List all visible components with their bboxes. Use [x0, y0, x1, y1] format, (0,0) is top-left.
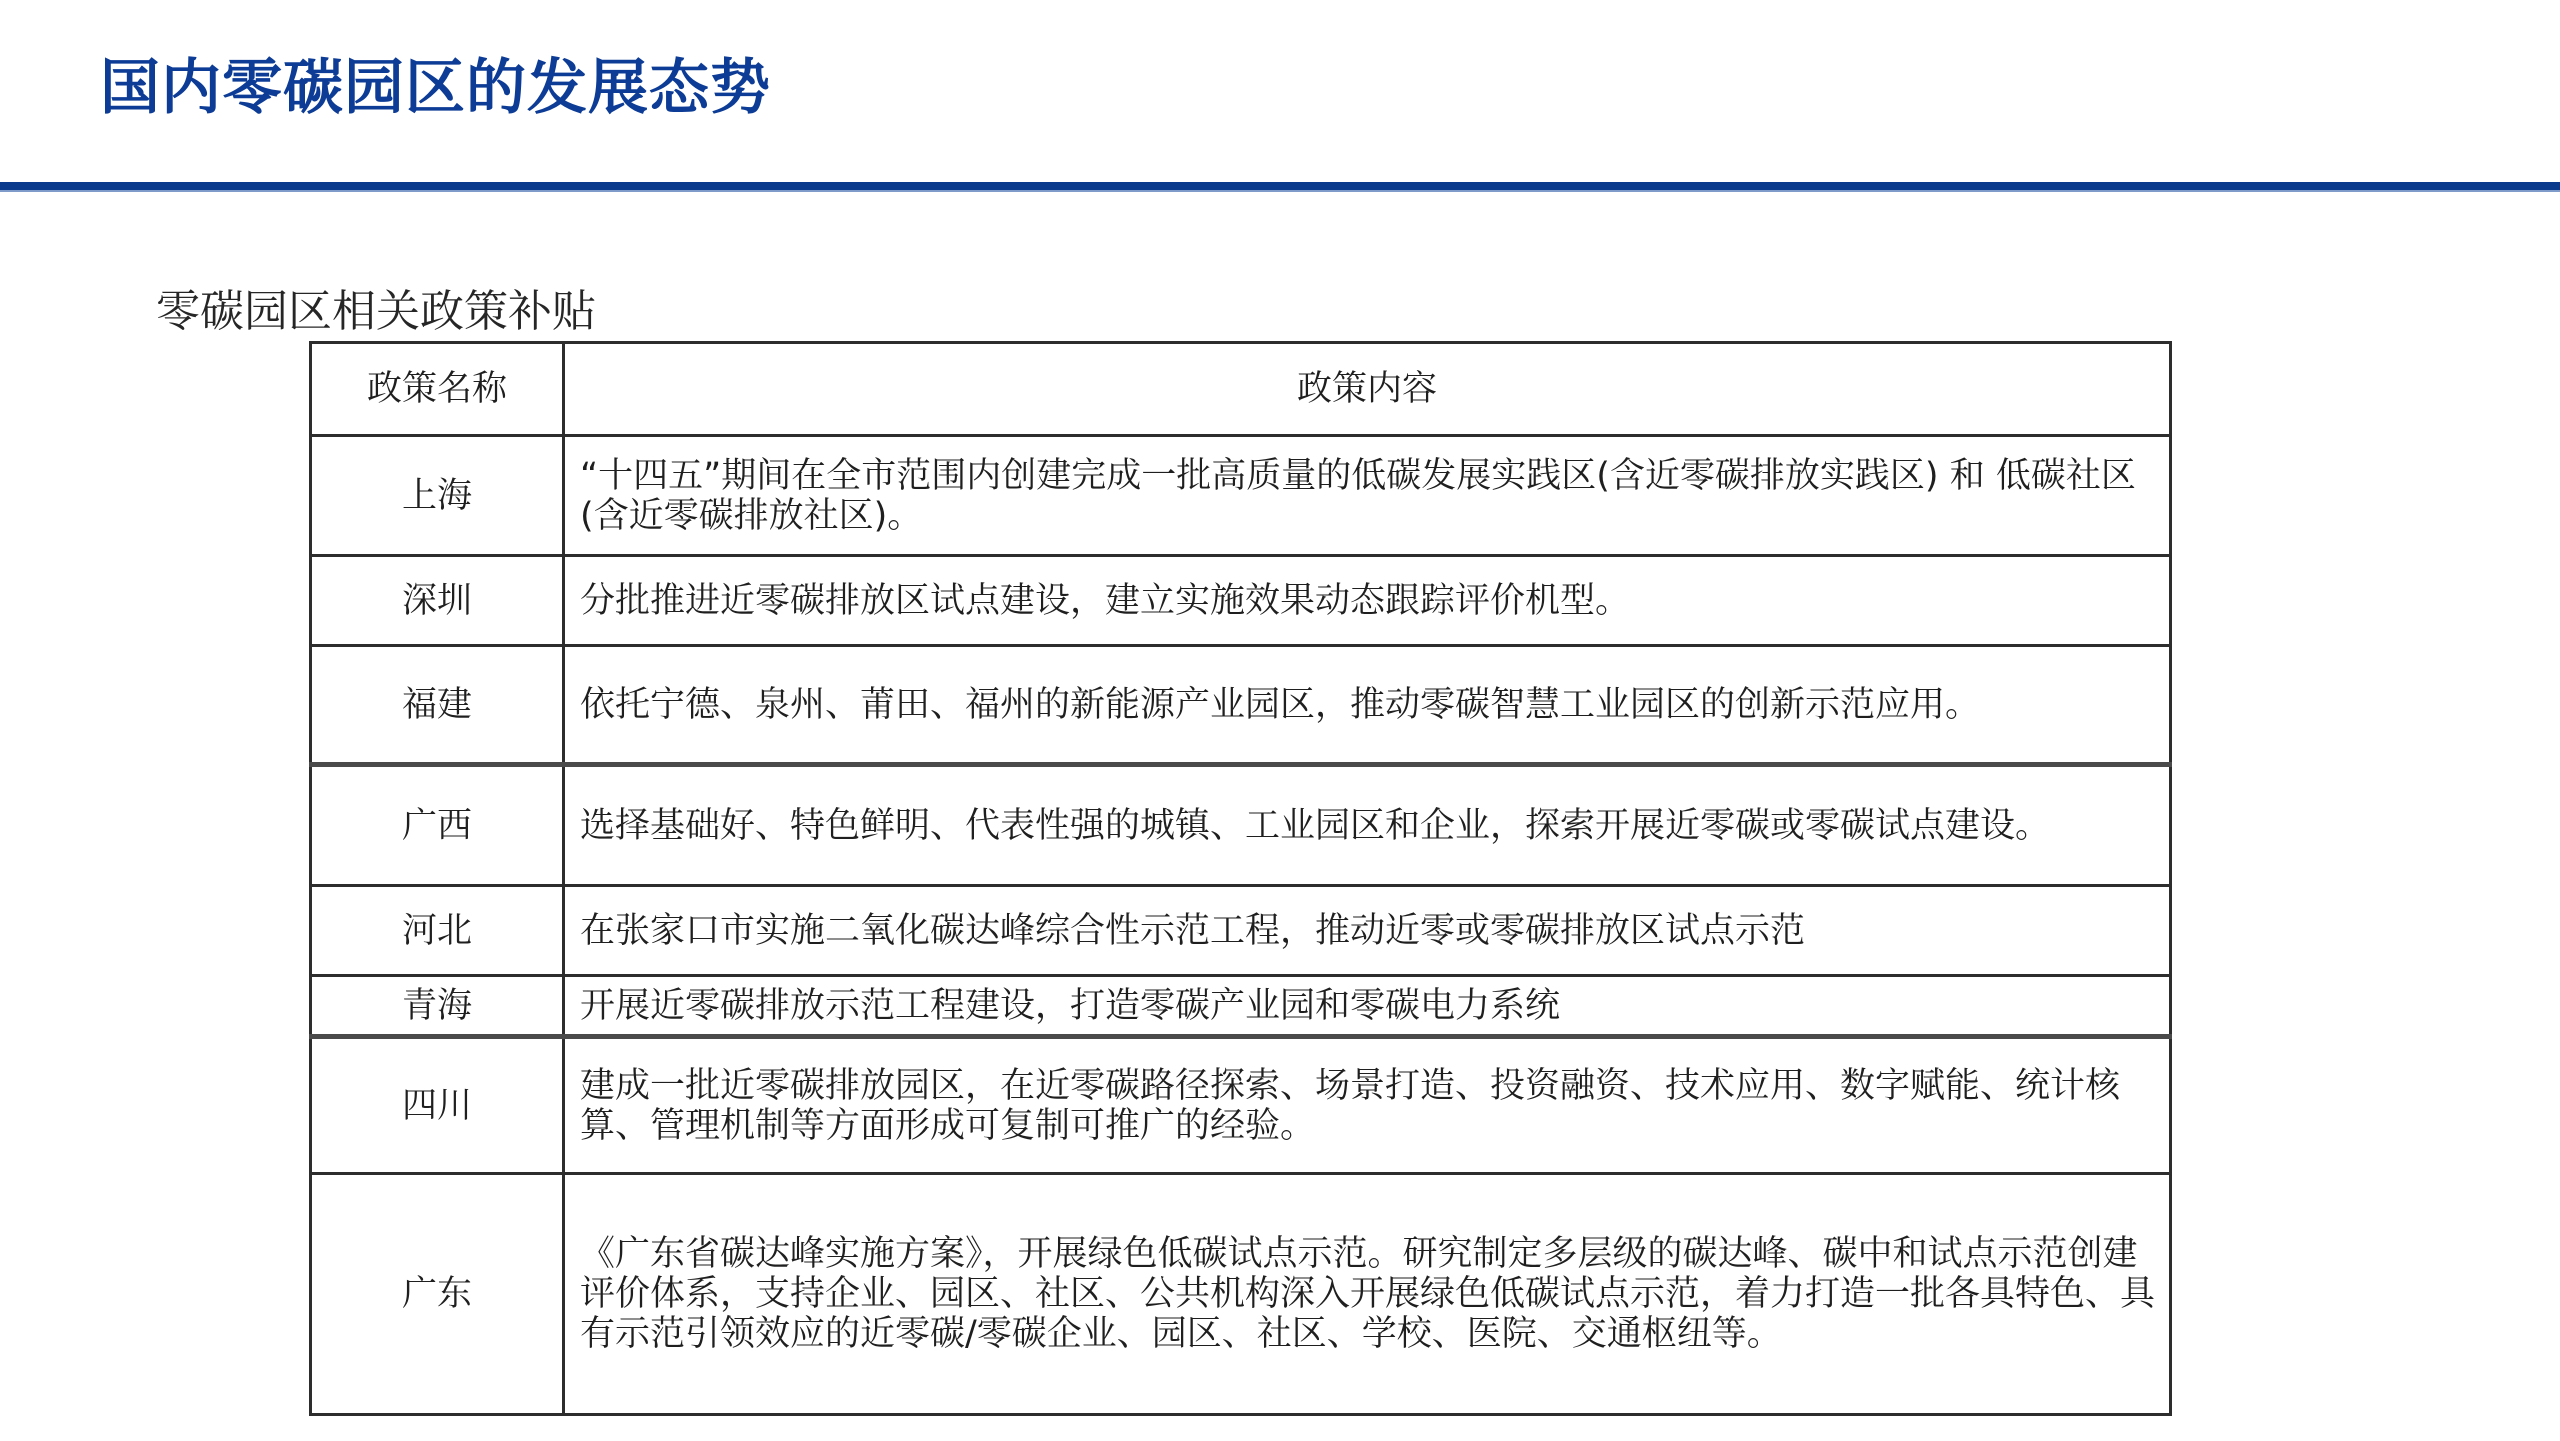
policy-table	[309, 341, 2172, 1416]
row-policy-content: 《广东省碳达峰实施方案》，开展绿色低碳试点示范。研究制定多层级的碳达峰、碳中和试点示范创建评价体系，支持企业、园区、社区、公共机构深入开展绿色低碳试点示范，着力打造一批各具特色、具有示范引领效应的近零碳/零碳企业、园区、社区、学校、医院、交通枢纽等。	[564, 1174, 2171, 1415]
row-policy-content: 在张家口市实施二氧化碳达峰综合性示范工程，推动近零或零碳排放区试点示范	[564, 886, 2171, 976]
table-row	[311, 556, 2171, 646]
row-policy-content: “十四五”期间在全市范围内创建完成一批高质量的低碳发展实践区(含近零碳排放实践区) 和 低碳社区 (含近零碳排放社区)。	[564, 436, 2171, 556]
row-region-name: 福建	[311, 646, 564, 765]
row-policy-content: 分批推进近零碳排放区试点建设，建立实施效果动态跟踪评价机型。	[564, 556, 2171, 646]
table-row	[311, 646, 2171, 765]
row-policy-content: 选择基础好、特色鲜明、代表性强的城镇、工业园区和企业，探索开展近零碳或零碳试点建设。	[564, 765, 2171, 886]
table-header-row	[311, 343, 2171, 436]
page-title: 国内零碳园区的发展态势	[100, 53, 771, 123]
row-region-name: 广西	[311, 765, 564, 886]
row-region-name: 广东	[311, 1174, 564, 1415]
table-row	[311, 1174, 2171, 1415]
table-row	[311, 886, 2171, 976]
row-region-name: 上海	[311, 436, 564, 556]
row-region-name: 青海	[311, 976, 564, 1037]
section-subtitle: 零碳园区相关政策补贴	[156, 286, 596, 337]
table-row	[311, 1037, 2171, 1174]
table-row	[311, 976, 2171, 1037]
table-row	[311, 765, 2171, 886]
row-policy-content: 开展近零碳排放示范工程建设，打造零碳产业园和零碳电力系统	[564, 976, 2171, 1037]
row-region-name: 深圳	[311, 556, 564, 646]
row-region-name: 河北	[311, 886, 564, 976]
row-policy-content: 建成一批近零碳排放园区，在近零碳路径探索、场景打造、投资融资、技术应用、数字赋能、统计核算、管理机制等方面形成可复制可推广的经验。	[564, 1037, 2171, 1174]
row-policy-content: 依托宁德、泉州、莆田、福州的新能源产业园区，推动零碳智慧工业园区的创新示范应用。	[564, 646, 2171, 765]
table-row	[311, 436, 2171, 556]
header-policy-name: 政策名称	[311, 343, 564, 436]
header-policy-content: 政策内容	[564, 343, 2171, 436]
row-region-name: 四川	[311, 1037, 564, 1174]
title-divider	[0, 182, 2560, 190]
